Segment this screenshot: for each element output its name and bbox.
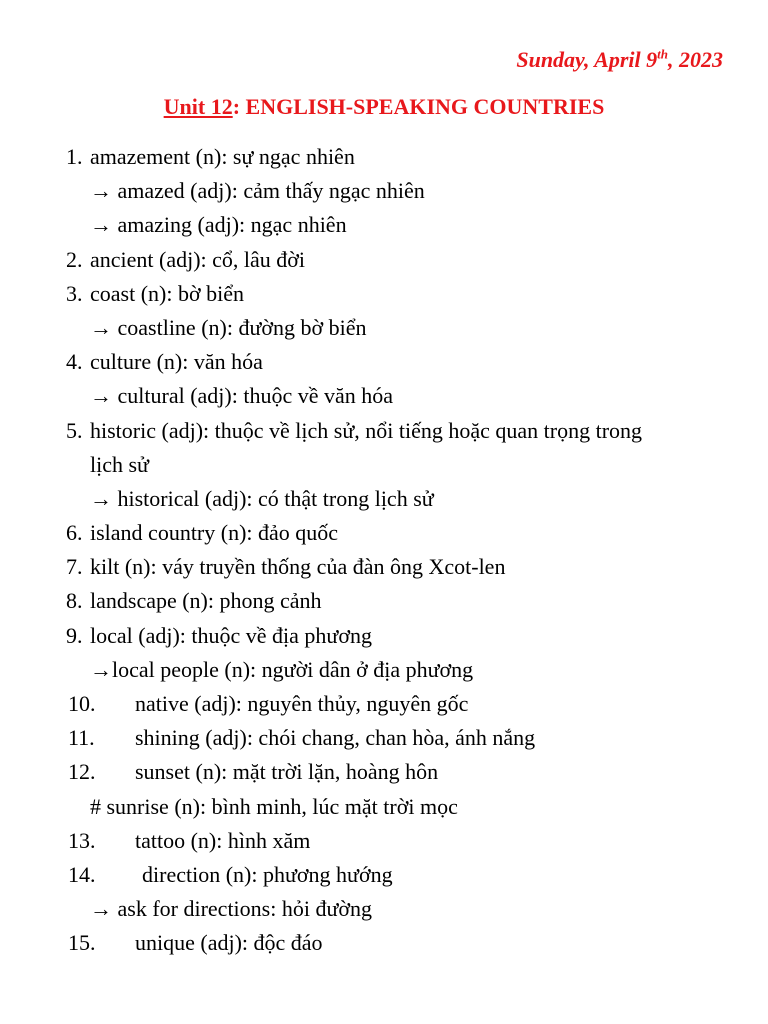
item-text: # sunrise (n): bình minh, lúc mặt trời mọc bbox=[90, 793, 458, 819]
item-number: 7. bbox=[66, 554, 83, 580]
item-number: 5. bbox=[66, 417, 83, 443]
item-text: shining (adj): chói chang, chan hòa, ánh nắng bbox=[135, 725, 536, 751]
vocab-item bbox=[0, 858, 768, 892]
vocab-derived-line bbox=[0, 379, 768, 413]
unit-title: : ENGLISH-SPEAKING COUNTRIES bbox=[232, 94, 605, 119]
item-text: amazement (n): sự ngạc nhiên bbox=[90, 144, 355, 169]
item-text: ancient (adj): cổ, lâu đời bbox=[90, 246, 306, 272]
vocab-item bbox=[0, 516, 768, 550]
vocab-item bbox=[0, 140, 768, 174]
vocab-item bbox=[0, 243, 768, 277]
item-text: historic (adj): thuộc về lịch sử, nổi tiếng hoặc quan trọng trong bbox=[90, 417, 643, 443]
item-text: → coastline (n): đường bờ biển bbox=[90, 314, 367, 340]
vocab-derived-line bbox=[0, 790, 768, 824]
date-superscript: th bbox=[657, 46, 668, 62]
item-text: → amazing (adj): ngạc nhiên bbox=[90, 212, 347, 238]
item-number: 14. bbox=[68, 861, 96, 887]
item-number: 15. bbox=[68, 930, 96, 956]
item-text: local (adj): thuộc về địa phương bbox=[90, 622, 372, 648]
item-text: → amazed (adj): cảm thấy ngạc nhiên bbox=[90, 178, 425, 204]
vocab-item bbox=[0, 926, 768, 960]
page-title bbox=[0, 94, 768, 120]
vocab-item bbox=[0, 824, 768, 858]
item-text: island country (n): đảo quốc bbox=[90, 520, 339, 546]
vocab-derived-line bbox=[0, 311, 768, 345]
document-date bbox=[516, 47, 723, 73]
vocab-derived-line bbox=[0, 892, 768, 926]
item-text: native (adj): nguyên thủy, nguyên gốc bbox=[135, 691, 469, 716]
item-text: culture (n): văn hóa bbox=[90, 349, 263, 375]
item-text: coast (n): bờ biển bbox=[90, 280, 244, 306]
date-main: Sunday, April 9 bbox=[516, 47, 658, 72]
item-number: 11. bbox=[68, 725, 95, 751]
item-number: 1. bbox=[66, 144, 83, 169]
vocab-derived-line bbox=[0, 653, 768, 687]
item-number: 3. bbox=[66, 280, 83, 306]
date-year: , 2023 bbox=[668, 47, 723, 72]
vocab-derived-line bbox=[0, 208, 768, 242]
item-number: 12. bbox=[68, 759, 96, 785]
vocab-item bbox=[0, 550, 768, 584]
item-text: unique (adj): độc đáo bbox=[135, 930, 323, 956]
vocab-item bbox=[0, 345, 768, 379]
item-text: → ask for directions: hỏi đường bbox=[90, 896, 373, 922]
item-number: 2. bbox=[66, 246, 83, 272]
item-text: sunset (n): mặt trời lặn, hoàng hôn bbox=[135, 759, 439, 785]
item-number: 10. bbox=[68, 691, 96, 716]
item-number: 13. bbox=[68, 827, 96, 853]
item-text: landscape (n): phong cảnh bbox=[90, 588, 322, 614]
item-number: 9. bbox=[66, 622, 83, 648]
vocab-item bbox=[0, 277, 768, 311]
vocab-item bbox=[0, 414, 768, 448]
vocab-item bbox=[0, 584, 768, 618]
item-text: →local people (n): người dân ở địa phương bbox=[90, 656, 474, 682]
vocab-item bbox=[0, 721, 768, 755]
vocab-item bbox=[0, 687, 768, 721]
vocab-derived-line bbox=[0, 482, 768, 516]
unit-label: Unit 12 bbox=[163, 94, 233, 119]
item-text: kilt (n): váy truyền thống của đàn ông Xcot-len bbox=[90, 554, 506, 580]
item-text: → cultural (adj): thuộc về văn hóa bbox=[90, 383, 394, 409]
item-text: direction (n): phương hướng bbox=[142, 861, 393, 887]
vocab-continuation-line bbox=[0, 448, 768, 482]
item-number: 6. bbox=[66, 520, 83, 546]
vocab-item bbox=[0, 755, 768, 789]
item-text: lịch sử bbox=[90, 451, 149, 477]
item-number: 4. bbox=[66, 349, 83, 375]
vocab-derived-line bbox=[0, 174, 768, 208]
vocabulary-list bbox=[0, 140, 768, 961]
item-number: 8. bbox=[66, 588, 83, 614]
item-text: tattoo (n): hình xăm bbox=[135, 827, 311, 853]
item-text: → historical (adj): có thật trong lịch sử bbox=[90, 485, 434, 511]
vocab-item bbox=[0, 619, 768, 653]
